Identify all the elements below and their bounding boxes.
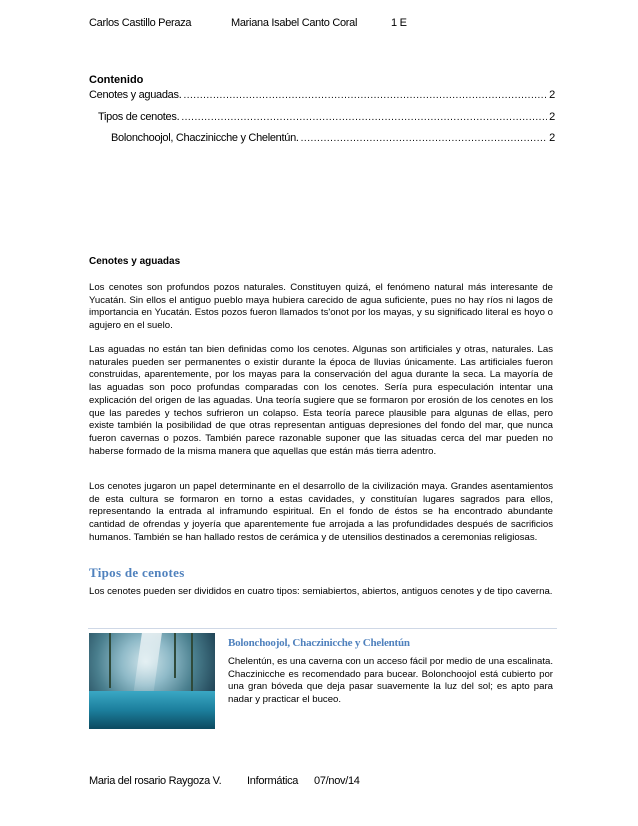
hanging-root [109, 633, 111, 688]
hanging-root [174, 633, 176, 678]
paragraph-3: Los cenotes jugaron un papel determinante en el desarrollo de la civilización maya. Grandes asentamientos de esta cultura se formaron en torno a estas cavidades, y constituían lugares sagrados para ellos, representando la entrada al inframundo espiritual. En el fondo de éstos se ha encontrado abundante cantidad de ofrendas y joyería que aparentemente fue arrojada a las profundidades después de sacrificios humanos. También se han hallado restos de cerámica y de utensilios destinados a ceremonias religiosas. [89, 481, 553, 543]
section-heading-tipos-de-cenotes: Tipos de cenotes [89, 565, 185, 580]
paragraph-1: Los cenotes son profundos pozos naturales. Constituyen quizá, el fenómeno natural más interesante de Yucatán. Sin ellos el antiguo pueblo maya hubiera carecido de agua suficiente, pues no hay ríos ni lagos de importancia en Yucatán. Estos pozos fueron llamados ts'onot por los mayas, y su significado literal es hoyo o agujero en el suelo. [89, 282, 553, 332]
toc-entry-cenotes-y-aguadas[interactable] [89, 89, 555, 103]
footer-subject: Informática [247, 775, 299, 787]
header-group: 1 E [391, 17, 407, 29]
toc-entry-label: Cenotes y aguadas. [89, 89, 182, 101]
header-author-1: Carlos Castillo Peraza [89, 17, 192, 29]
toc-entry-page: 2 [549, 89, 555, 101]
feature-text: Chelentún, es una caverna con un acceso fácil por medio de una escalinata. Chaczinicche es recomendado para bucear. Bolonchoojol está cubierto por una gran bóveda que deja pasar suavemente la luz del sol; es apto para nadar y practicar el buceo. [228, 656, 553, 705]
header-author-2: Mariana Isabel Canto Coral [231, 17, 358, 29]
footer-date: 07/nov/14 [314, 775, 360, 787]
toc-entry-page: 2 [549, 132, 555, 144]
cenote-photo [89, 633, 215, 729]
toc-leader-dots [181, 112, 547, 123]
hanging-root [191, 633, 193, 693]
feature-title: Bolonchoojol, Chaczinicche y Chelentún [228, 637, 410, 649]
toc-leader-dots [183, 90, 547, 101]
toc-leader-dots [301, 133, 548, 144]
cenote-water [89, 691, 215, 729]
toc-entry-label: Bolonchoojol, Chaczinicche y Chelentún. [111, 132, 299, 144]
paragraph-2: Las aguadas no están tan bien definidas como los cenotes. Algunas son artificiales y otras, naturales. Las naturales pueden ser permanentes o existir durante la época de lluvias únicamente. Las artificiales fueron construidas, aparentemente, por los mayas para la conservación del agua durante la seca. La mayoría de las aguadas son poco profundas comparadas con los cenotes. Sería pura especulación intentar una explicación del origen de las aguadas. Una teoría sugiere que se formaron por erosión de los cenotes en los que las paredes y techos sufrieron un colapso. Esta teoría parece plausible para algunas de ellas, pero existe también la posibilidad de que otras representan antiguas depresiones del fondo del mar, que nunca fueron cavernas o pozos. También parece razonable suponer que las situadas cerca del mar pueden no haberse formado de la misma manera que aquellas que están más tierra adentro. [89, 344, 553, 457]
footer-author: Maria del rosario Raygoza V. [89, 775, 222, 787]
toc-entry-bolonchoojol[interactable] [111, 132, 555, 146]
toc-entry-page: 2 [549, 111, 555, 123]
toc-title: Contenido [89, 74, 144, 86]
toc-entry-label: Tipos de cenotes. [98, 111, 180, 123]
toc-entry-tipos-de-cenotes[interactable] [98, 111, 555, 125]
paragraph-tipos: Los cenotes pueden ser divididos en cuatro tipos: semiabiertos, abiertos, antiguos cenotes y de tipo caverna. [89, 586, 553, 597]
section-heading-cenotes-y-aguadas: Cenotes y aguadas [89, 256, 181, 267]
